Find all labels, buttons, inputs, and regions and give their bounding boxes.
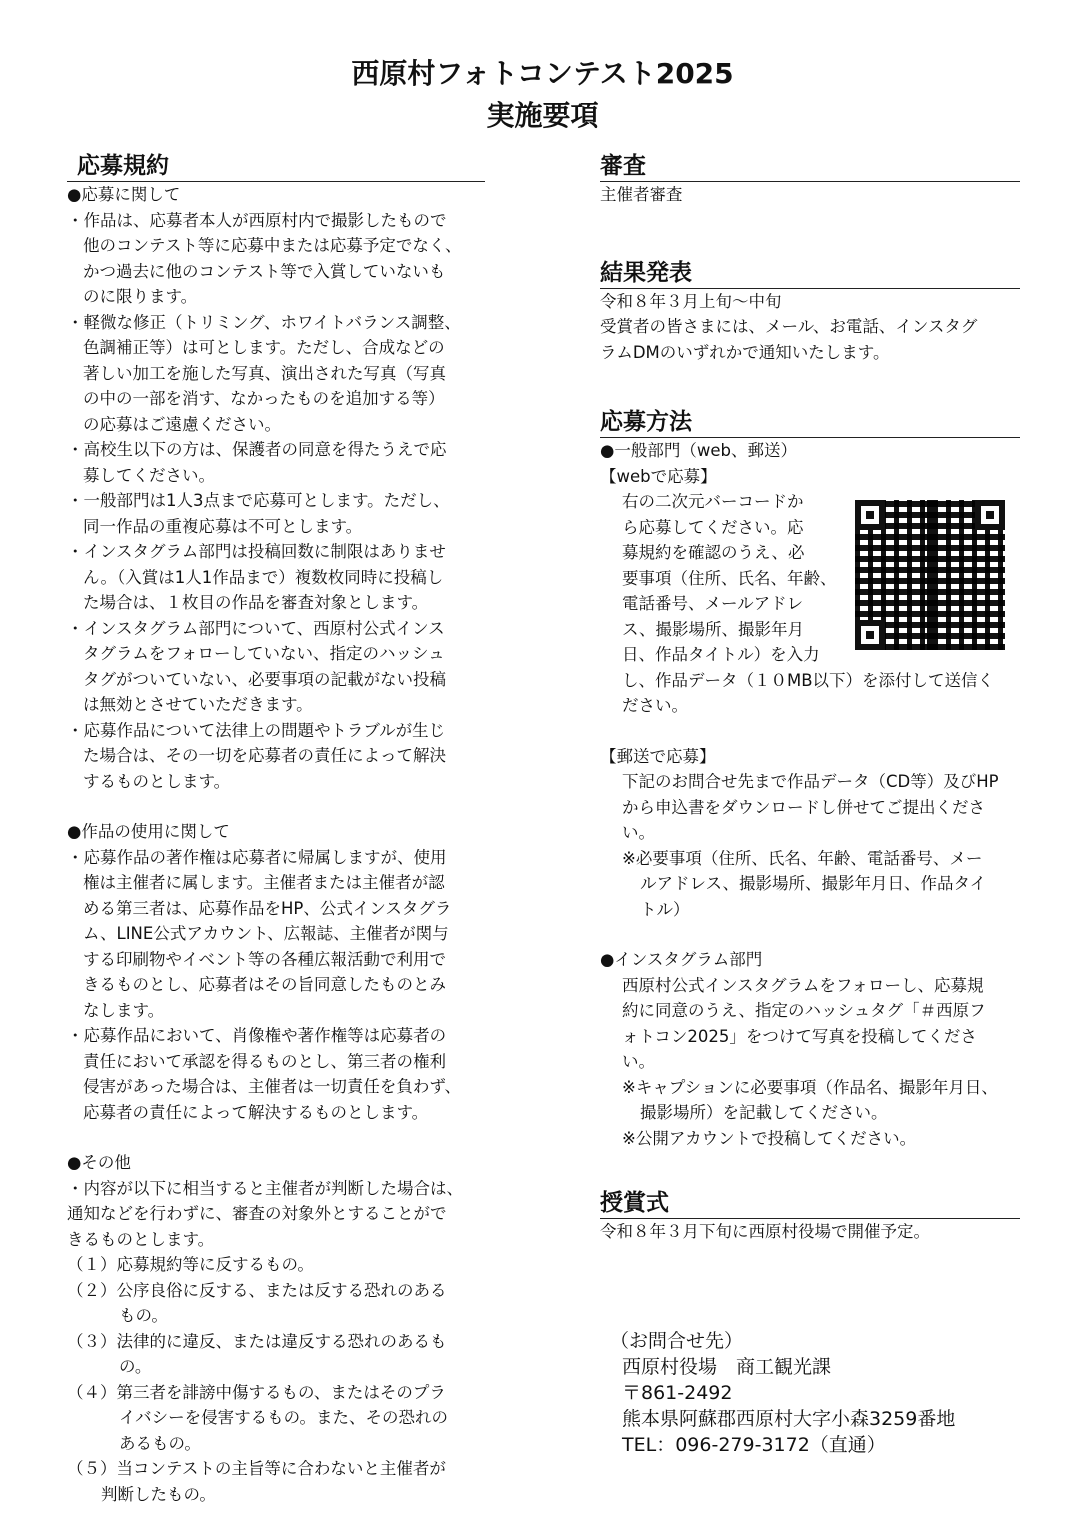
rule-line: 通知などを行わずに、審査の対象外とすることがで [67,1204,447,1223]
qr-code-image[interactable] [855,500,1005,650]
rule-line: 責任において承認を得るものとし、第三者の権利 [83,1051,446,1071]
rule-line: （４）第三者を誹謗中傷するもの、またはそのプラ [67,1382,446,1402]
rule-line: 募してください。 [83,465,215,485]
rule-line: は無効とさせていただきます。 [83,695,313,714]
other-rules-list [67,1176,485,1508]
web-line: 右の二次元バーコードか [622,492,804,511]
document-subtitle: 実施要項 [486,99,599,132]
qr-finder-pattern [855,500,885,530]
contact-address: 熊本県阿蘇郡西原村大字小森3259番地 [622,1408,956,1430]
subsection-title-other: ●その他 [67,1153,131,1172]
rule-line: のに限ります。 [83,287,198,306]
instagram-line: ※公開アカウントで投稿してください。 [622,1128,917,1148]
rule-line: きるものとします。 [67,1229,215,1249]
instagram-apply-text [600,973,1020,1152]
web-line: 日、作品タイトル）を入力 [622,645,820,664]
instagram-line: 撮影場所）を記載してください。 [640,1103,888,1122]
application-rules-list [67,208,485,795]
rule-line: 色調補正等）は可とします。ただし、合成などの [83,338,445,357]
web-line: ス、撮影場所、撮影年月 [622,619,804,639]
instagram-line: い。 [622,1052,655,1071]
mail-line: から申込書をダウンロードし併せてご提出くださ [622,797,985,817]
rule-line: ム、LINE公式アカウント、広報誌、主催者が関与 [83,924,449,943]
qr-finder-pattern [975,500,1005,530]
web-line: し、作品データ（１０MB以下）を添付して送信く [622,670,995,690]
rule-line: なします。 [83,1000,165,1020]
subsection-title-usage: ●作品の使用に関して [67,822,230,841]
rule-line: 判断したもの。 [101,1484,216,1504]
rule-line: ・応募作品について法律上の問題やトラブルが生じ [67,720,446,740]
section-heading-rules: 応募規約 [67,152,485,182]
rule-line: ・インスタグラム部門について、西原村公式インス [67,618,445,638]
document-title: 西原村フォトコンテスト2025 [351,57,734,90]
rule-line: （２）公序良俗に反する、または反する恐れのある [67,1280,447,1300]
rule-line: の。 [119,1357,152,1376]
rule-line: ・応募作品の著作権は応募者に帰属しますが、使用 [67,847,447,867]
web-line: ら応募してください。応 [622,517,804,537]
mail-line: トル） [640,899,690,919]
rule-line: た場合は、その一切を応募者の責任によって解決 [83,746,446,765]
left-column [67,152,485,1507]
web-line: 電話番号、メールアドレ [622,594,804,613]
rule-line: かつ過去に他のコンテスト等で入賞していないも [83,261,446,281]
rule-line: ん。（入賞は1人1作品まで）複数枚同時に投稿し [83,567,444,587]
rule-line: ・軽微な修正（トリミング、ホワイトバランス調整、 [67,312,461,332]
instagram-line: 西原村公式インスタグラムをフォローし、応募規 [622,975,984,995]
right-column [600,152,1020,1245]
contact-block [610,1328,1030,1458]
rule-line: きるものとし、応募者はその旨同意したものとみ [83,975,446,994]
qr-finder-pattern [855,620,885,650]
web-apply-title: 【webで応募】 [600,466,717,486]
instagram-line: ォトコン2025」をつけて写真を投稿してくださ [622,1026,977,1046]
rule-line: する印刷物やイベント等の各種広報活動で利用で [83,949,446,969]
contact-postal: 〒861-2492 [622,1382,733,1404]
section-heading-how-to-apply: 応募方法 [600,408,1020,438]
rule-line: 権は主催者に属します。主催者または主催者が認 [83,873,445,892]
results-line: ラムDMのいずれかで通知いたします。 [600,342,890,362]
section-heading-judging: 審査 [600,152,1020,182]
instagram-category-title: ●インスタグラム部門 [600,950,763,969]
rule-line: イバシーを侵害するもの。また、その恐れの [119,1408,449,1427]
rule-line: タグがついていない、必要事項の記載がない投稿 [83,669,446,689]
mail-line: い。 [622,823,655,842]
rule-line: ・インスタグラム部門は投稿回数に制限はありませ [67,542,446,561]
instagram-line: 約に同意のうえ、指定のハッシュタグ「＃西原フ [622,1001,986,1020]
results-line: 受賞者の皆さまには、メール、お電話、インスタグ [600,317,978,336]
rule-line: ・作品は、応募者本人が西原村内で撮影したもので [67,210,447,230]
rule-line: あるもの。 [119,1433,201,1453]
rule-line: ・応募作品において、肖像権や著作権等は応募者の [67,1026,447,1045]
general-category-title: ●一般部門（web、郵送） [600,441,798,460]
rule-line: の中の一部を消す、なかったものを追加する等） [83,389,445,408]
contact-phone: TEL：096-279-3172（直通） [622,1434,886,1456]
rule-line: （３）法律的に違反、または違反する恐れのあるも [67,1331,447,1351]
award-text: 令和８年３月下旬に西原村役場で開催予定。 [600,1222,930,1241]
mail-line: 下記のお問合せ先まで作品データ（CD等）及びHP [622,772,999,791]
mail-apply-title: 【郵送で応募】 [600,746,716,766]
rule-line: もの。 [119,1306,168,1325]
rule-line: 他のコンテスト等に応募中または応募予定でなく、 [83,236,462,255]
mail-apply-text [600,769,1020,922]
rule-line: 著しい加工を施した写真、演出された写真（写真 [83,363,446,383]
usage-rules-list [67,845,485,1126]
rule-line: ・一般部門は1人3点まで応募可とします。ただし、 [67,491,450,510]
rule-line: （５）当コンテストの主旨等に合わないと主催者が [67,1459,446,1478]
rule-line: タグラムをフォローしていない、指定のハッシュ [83,644,445,663]
section-heading-results: 結果発表 [600,259,1020,289]
rule-line: するものとします。 [83,771,231,791]
instagram-line: ※キャプションに必要事項（作品名、撮影年月日、 [622,1077,998,1097]
judging-text: 主催者審査 [600,185,683,204]
rule-line: （１）応募規約等に反するもの。 [67,1255,314,1274]
web-line: ださい。 [622,696,688,715]
rule-line: 応募者の責任によって解決するものとします。 [83,1102,429,1122]
contact-office: 西原村役場 商工観光課 [622,1356,832,1378]
web-line: 募規約を確認のうえ、必 [622,543,805,562]
rule-line: た場合は、１枚目の作品を審査対象とします。 [83,593,429,612]
rule-line: める第三者は、応募作品をHP、公式インスタグラ [83,898,452,918]
section-heading-award-ceremony: 授賞式 [600,1189,1020,1219]
rule-line: 侵害があった場合は、主催者は一切責任を負わず、 [83,1077,462,1096]
rule-line: ・高校生以下の方は、保護者の同意を得たうえで応 [67,440,447,459]
contact-heading: （お問合せ先） [610,1330,744,1352]
subsection-title-application: ●応募に関して [67,185,181,204]
web-line: 要事項（住所、氏名、年齢、 [622,568,837,588]
rule-line: ・内容が以下に相当すると主催者が判断した場合は、 [67,1178,463,1198]
rule-line: の応募はご遠慮ください。 [83,414,281,434]
mail-line: ルアドレス、撮影場所、撮影年月日、作品タイ [640,874,987,893]
results-line: 令和８年３月上旬～中旬 [600,291,782,311]
mail-line: ※必要事項（住所、氏名、年齢、電話番号、メー [622,848,983,868]
rule-line: 同一作品の重複応募は不可とします。 [83,516,363,536]
